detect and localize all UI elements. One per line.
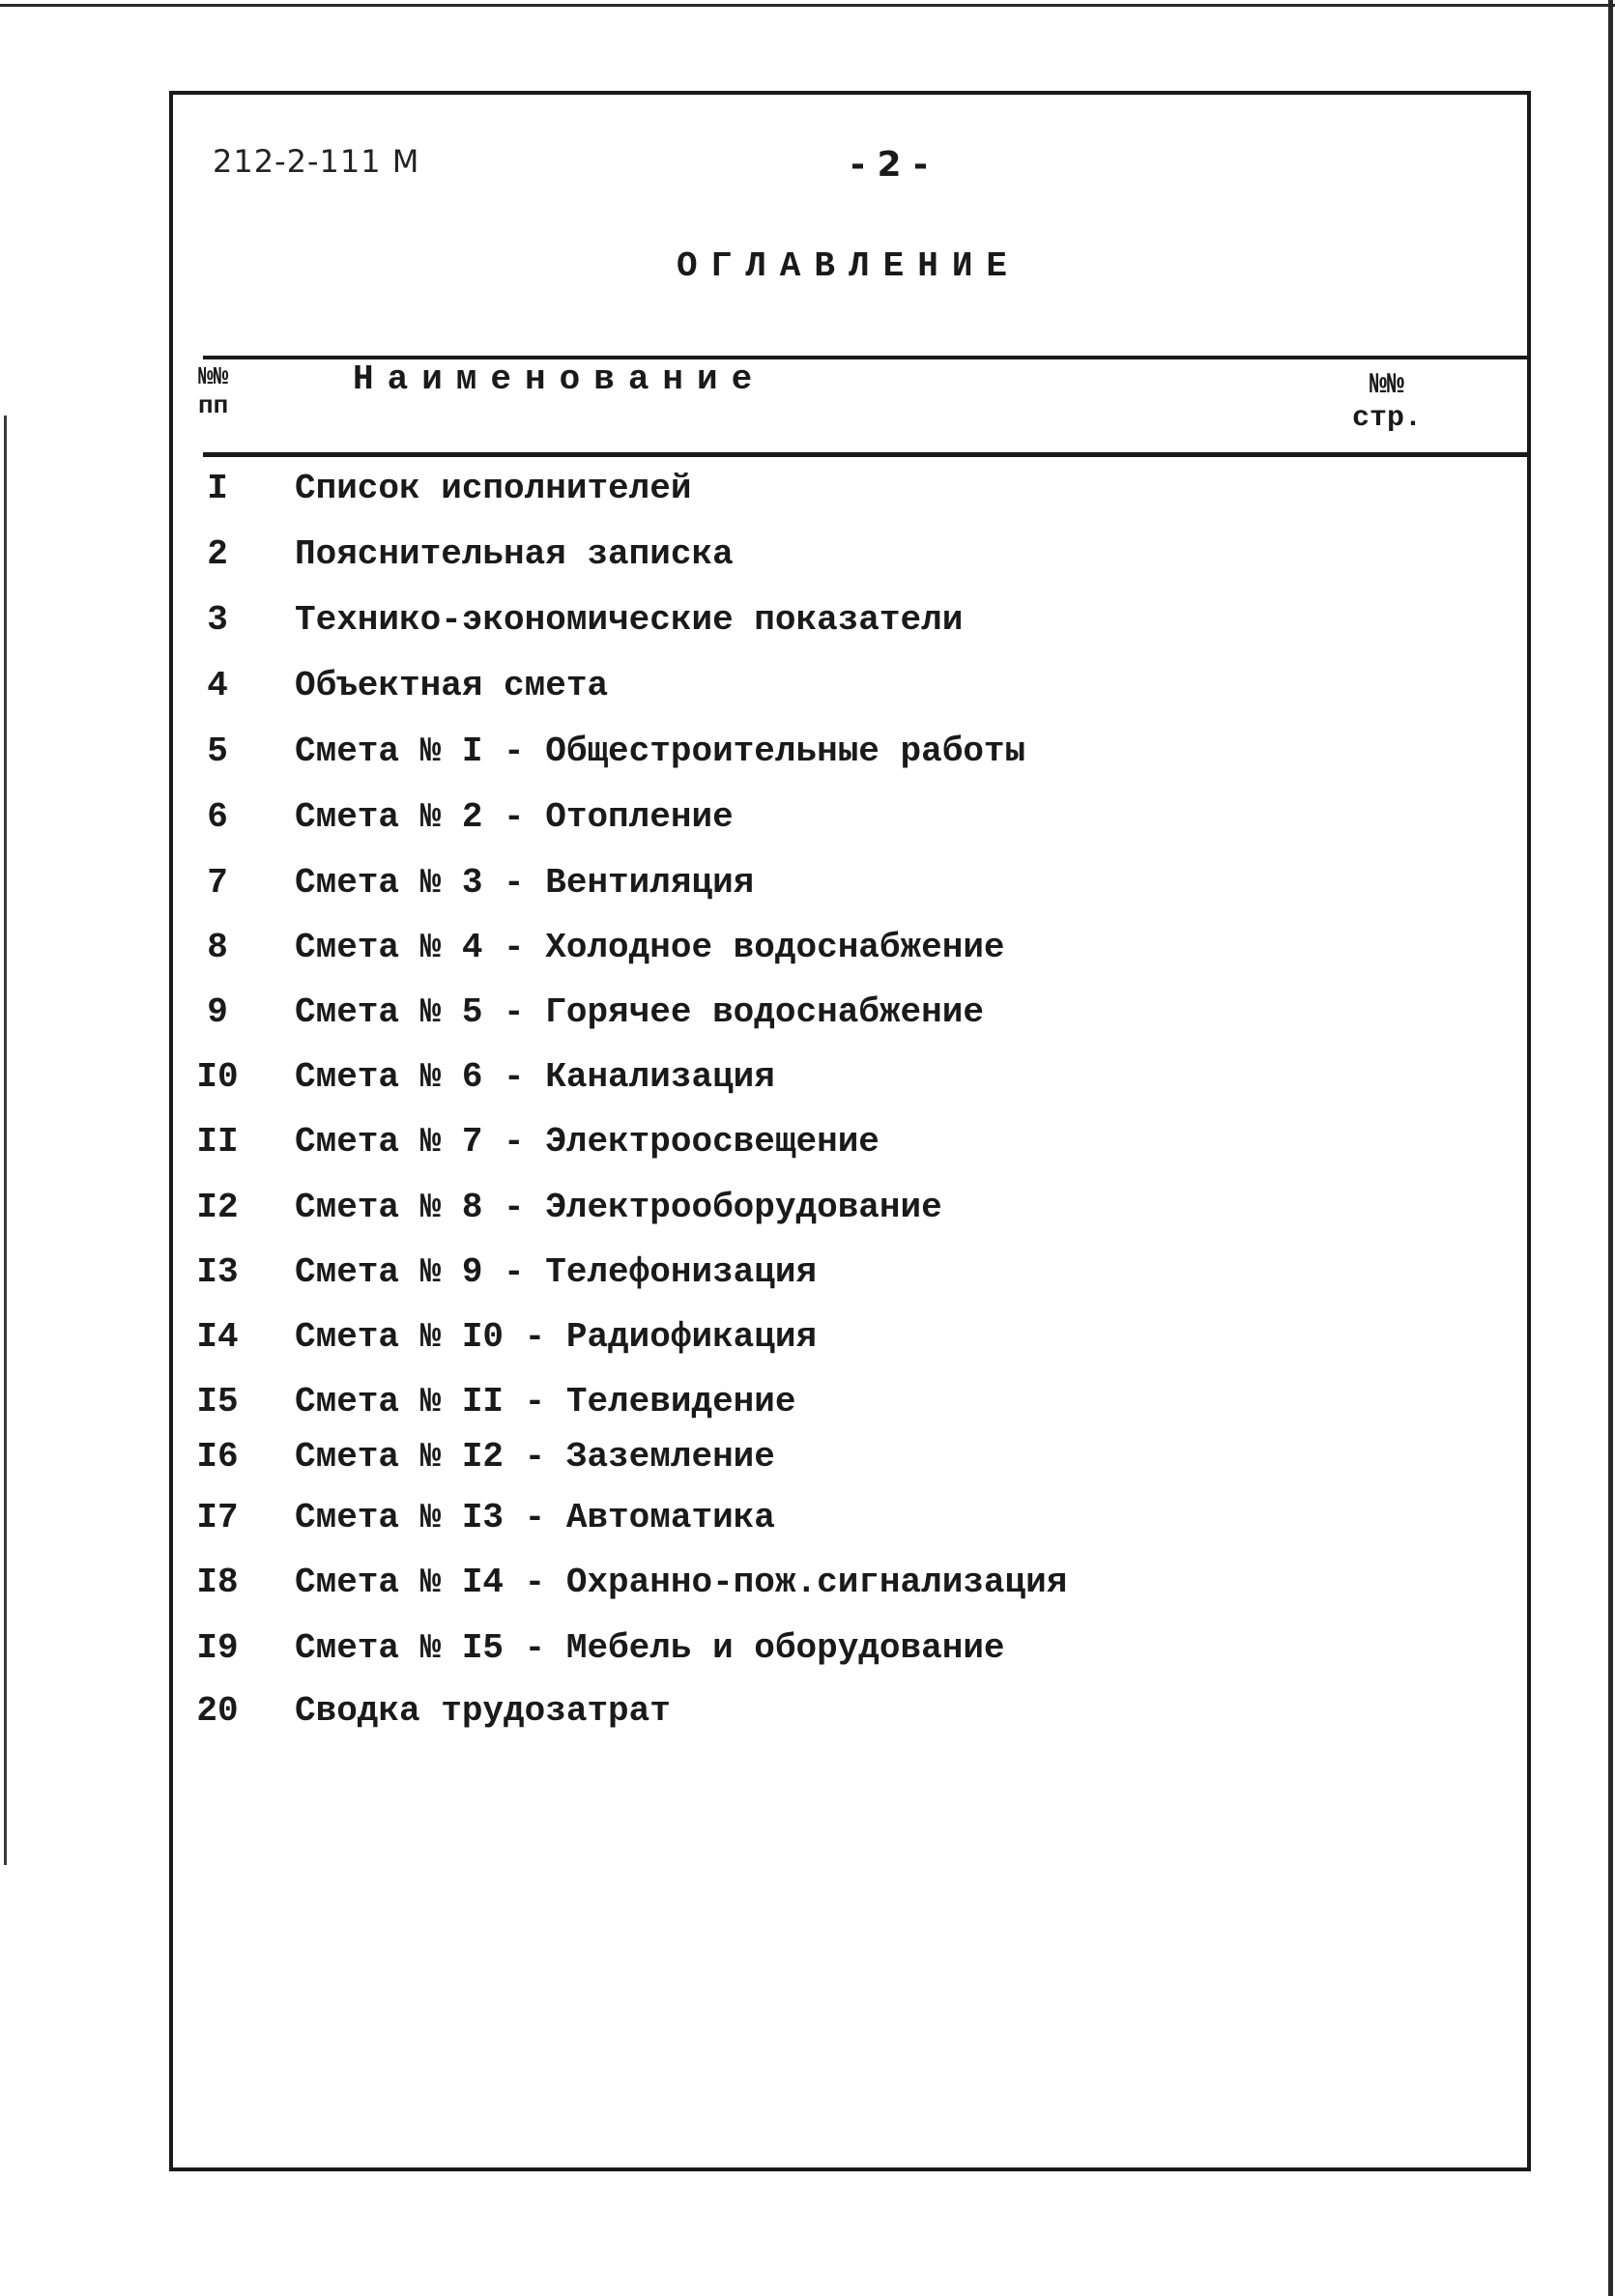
list-item	[184, 1122, 1440, 1170]
item-title: Смета № 3 - Вентиляция	[295, 863, 755, 903]
list-item	[184, 863, 1440, 911]
item-number: I2	[196, 1188, 239, 1227]
item-title: Смета № 7 - Электроосвещение	[295, 1122, 880, 1162]
item-title: Смета № 2 - Отопление	[295, 797, 734, 837]
scan-edge-left	[4, 416, 7, 1865]
document-code: 212-2-111 М	[213, 143, 420, 180]
scan-edge-right	[1608, 0, 1613, 2296]
item-number: I5	[196, 1382, 239, 1421]
item-number: 7	[207, 863, 228, 903]
list-item	[184, 1691, 1440, 1739]
item-number: I3	[196, 1252, 239, 1292]
list-item	[184, 1628, 1440, 1677]
item-number: 6	[207, 797, 228, 837]
item-number: 5	[207, 732, 228, 771]
item-title: Смета № 8 - Электрооборудование	[295, 1188, 942, 1227]
column-header-page: №№ стр.	[1351, 369, 1422, 435]
list-item	[184, 534, 1440, 583]
item-number: I0	[196, 1057, 239, 1097]
item-number: 9	[207, 992, 228, 1032]
item-title: Смета № I4 - Охранно-пож.сигнализация	[295, 1563, 1068, 1602]
item-title: Сводка трудозатрат	[295, 1691, 671, 1731]
item-title: Смета № I3 - Автоматика	[295, 1498, 775, 1537]
item-title: Объектная смета	[295, 666, 609, 705]
item-title: Смета № 5 - Горячее водоснабжение	[295, 992, 984, 1032]
item-number: 8	[207, 928, 228, 967]
item-number: I8	[196, 1563, 239, 1602]
list-item	[184, 1382, 1440, 1430]
item-number: I6	[196, 1437, 239, 1477]
item-number: 20	[196, 1691, 239, 1731]
list-item	[184, 1252, 1440, 1301]
item-title: Смета № I - Общестроительные работы	[295, 732, 1026, 771]
page-title: ОГЛАВЛЕНИЕ	[677, 246, 1022, 286]
item-number: I7	[196, 1498, 239, 1537]
item-title: Смета № II - Телевидение	[295, 1382, 796, 1421]
item-title: Смета № 4 - Холодное водоснабжение	[295, 928, 1005, 967]
item-title: Смета № 9 - Телефонизация	[295, 1252, 818, 1292]
list-item	[184, 666, 1440, 714]
item-number: II	[196, 1122, 239, 1162]
scan-edge-top	[0, 4, 1615, 7]
item-number: I4	[196, 1317, 239, 1357]
list-item	[184, 797, 1440, 846]
item-title: Смета № 6 - Канализация	[295, 1057, 775, 1097]
table-header-rule-bottom	[203, 452, 1527, 457]
list-item	[184, 732, 1440, 780]
column-header-name: Наименование	[353, 359, 766, 399]
list-item	[184, 992, 1440, 1041]
list-item	[184, 600, 1440, 648]
item-title: Список исполнителей	[295, 469, 692, 508]
item-title: Технико-экономические показатели	[295, 600, 964, 640]
item-number: 2	[207, 534, 228, 574]
list-item	[184, 928, 1440, 976]
list-item	[184, 1498, 1440, 1546]
list-item	[184, 1188, 1440, 1236]
item-number: 3	[207, 600, 228, 640]
list-item	[184, 469, 1440, 517]
column-header-number: №№ пп	[198, 362, 229, 420]
list-item	[184, 1057, 1440, 1105]
page-number: - 2 -	[851, 145, 928, 185]
item-number: I9	[196, 1628, 239, 1668]
item-title: Смета № I5 - Мебель и оборудование	[295, 1628, 1005, 1668]
list-item	[184, 1437, 1440, 1485]
item-title: Смета № I0 - Радиофикация	[295, 1317, 818, 1357]
list-item	[184, 1563, 1440, 1611]
item-number: 4	[207, 666, 228, 705]
list-item	[184, 1317, 1440, 1365]
item-title: Смета № I2 - Заземление	[295, 1437, 775, 1477]
item-number: I	[207, 469, 228, 508]
item-title: Пояснительная записка	[295, 534, 734, 574]
